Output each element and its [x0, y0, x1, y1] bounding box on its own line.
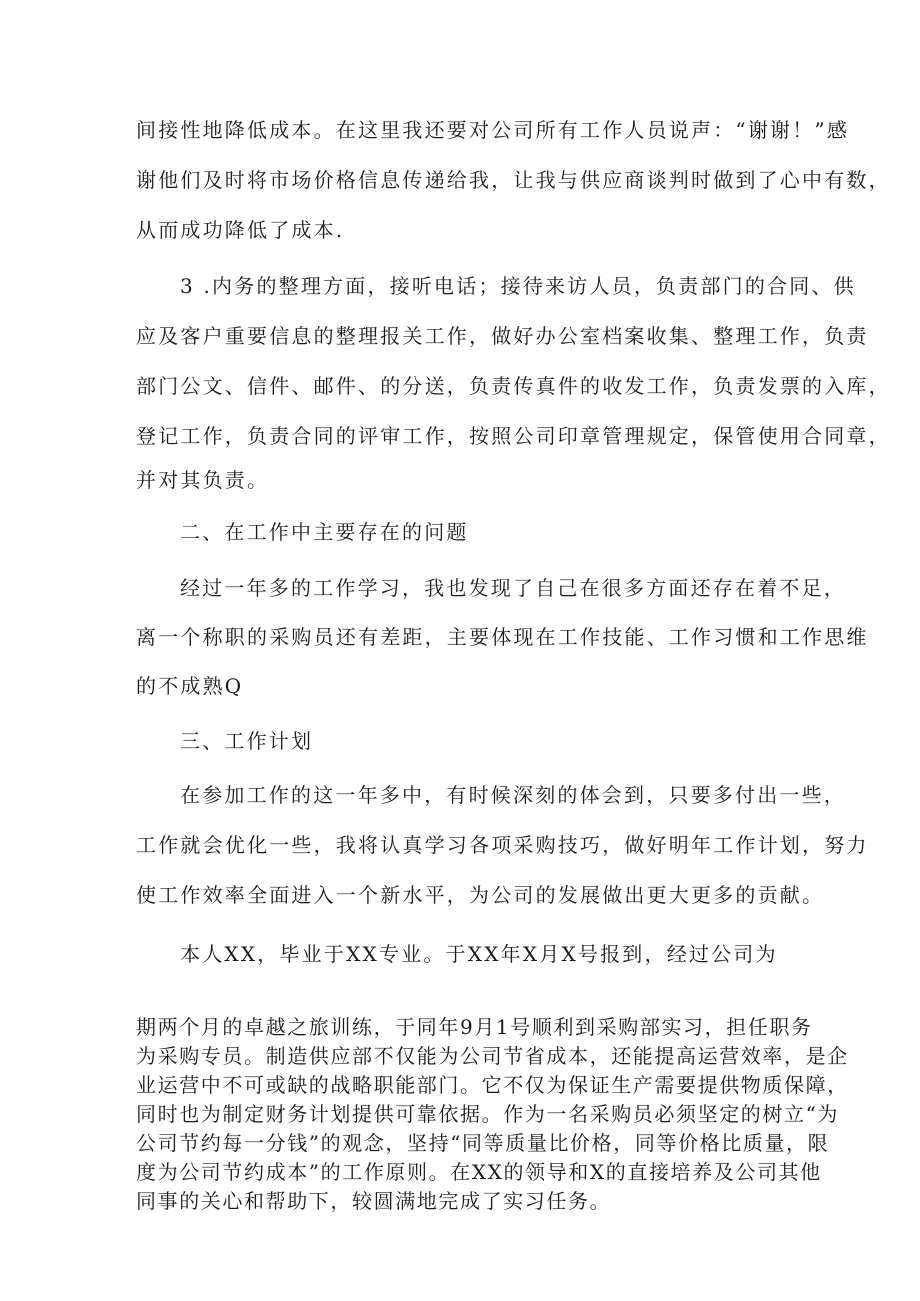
paragraph-line: 登记工作，负责合同的评审工作，按照公司印章管理规定，保管使用合同章，: [136, 424, 891, 448]
paragraph-line: 为采购专员。制造供应部不仅能为公司节省成本，还能提高运营效率，是企: [136, 1044, 849, 1068]
paragraph-line: 同事的关心和帮助下，较圆满地完成了实习任务。: [136, 1189, 612, 1213]
section-heading: 三、工作计划: [180, 729, 314, 753]
paragraph-line: 业运营中不可或缺的战略职能部门。它不仅为保证生产需要提供物质保障，: [136, 1073, 849, 1097]
paragraph-line: 使工作效率全面进入一个新水平，为公司的发展做出更大更多的贡献。: [136, 883, 825, 907]
paragraph-line: 同时也为制定财务计划提供可靠依据。作为一名采购员必须坚定的树立“为: [136, 1102, 840, 1126]
paragraph-line: 的不成熟Q: [136, 674, 244, 698]
paragraph-line: 度为公司节约成本”的工作原则。在XX的领导和X的直接培养及公司其他: [136, 1160, 822, 1184]
paragraph-line: 间接性地降低成本。在这里我还要对公司所有工作人员说声：“谢谢！”感: [136, 118, 850, 142]
paragraph-line: 离一个称职的采购员还有差距，主要体现在工作技能、工作习惯和工作思维: [136, 625, 869, 649]
paragraph-line: 从而成功降低了成本.: [136, 218, 345, 242]
paragraph-line: 3 .内务的整理方面，接听电话；接待来访人员，负责部门的合同、供: [180, 274, 856, 298]
paragraph-line: 经过一年多的工作学习，我也发现了自己在很多方面还存在着不足，: [180, 576, 846, 600]
section-heading: 二、在工作中主要存在的问题: [180, 520, 469, 544]
paragraph-line: 在参加工作的这一年多中，有时候深刻的体会到，只要多付出一些，: [180, 783, 846, 807]
paragraph-line: 公司节约每一分钱”的观念，坚持“同等质量比价格，同等价格比质量，限: [136, 1131, 830, 1155]
paragraph-line: 应及客户重要信息的整理报关工作，做好办公室档案收集、整理工作，负责: [136, 324, 869, 348]
paragraph-line: 并对其负责。: [136, 468, 270, 492]
paragraph-line: 部门公文、信件、邮件、的分送，负责传真件的收发工作，负责发票的入库，: [136, 374, 891, 398]
paragraph-line: 本人XX，毕业于XX专业。于XX年X月X号报到，经过公司为: [180, 942, 778, 966]
paragraph-line: 期两个月的卓越之旅训练，于同年9月1号顺利到采购部实习，担任职务: [136, 1015, 813, 1039]
paragraph-line: 工作就会优化一些，我将认真学习各项采购技巧，做好明年工作计划，努力: [136, 833, 869, 857]
paragraph-line: 谢他们及时将市场价格信息传递给我，让我与供应商谈判时做到了心中有数，: [136, 168, 891, 192]
